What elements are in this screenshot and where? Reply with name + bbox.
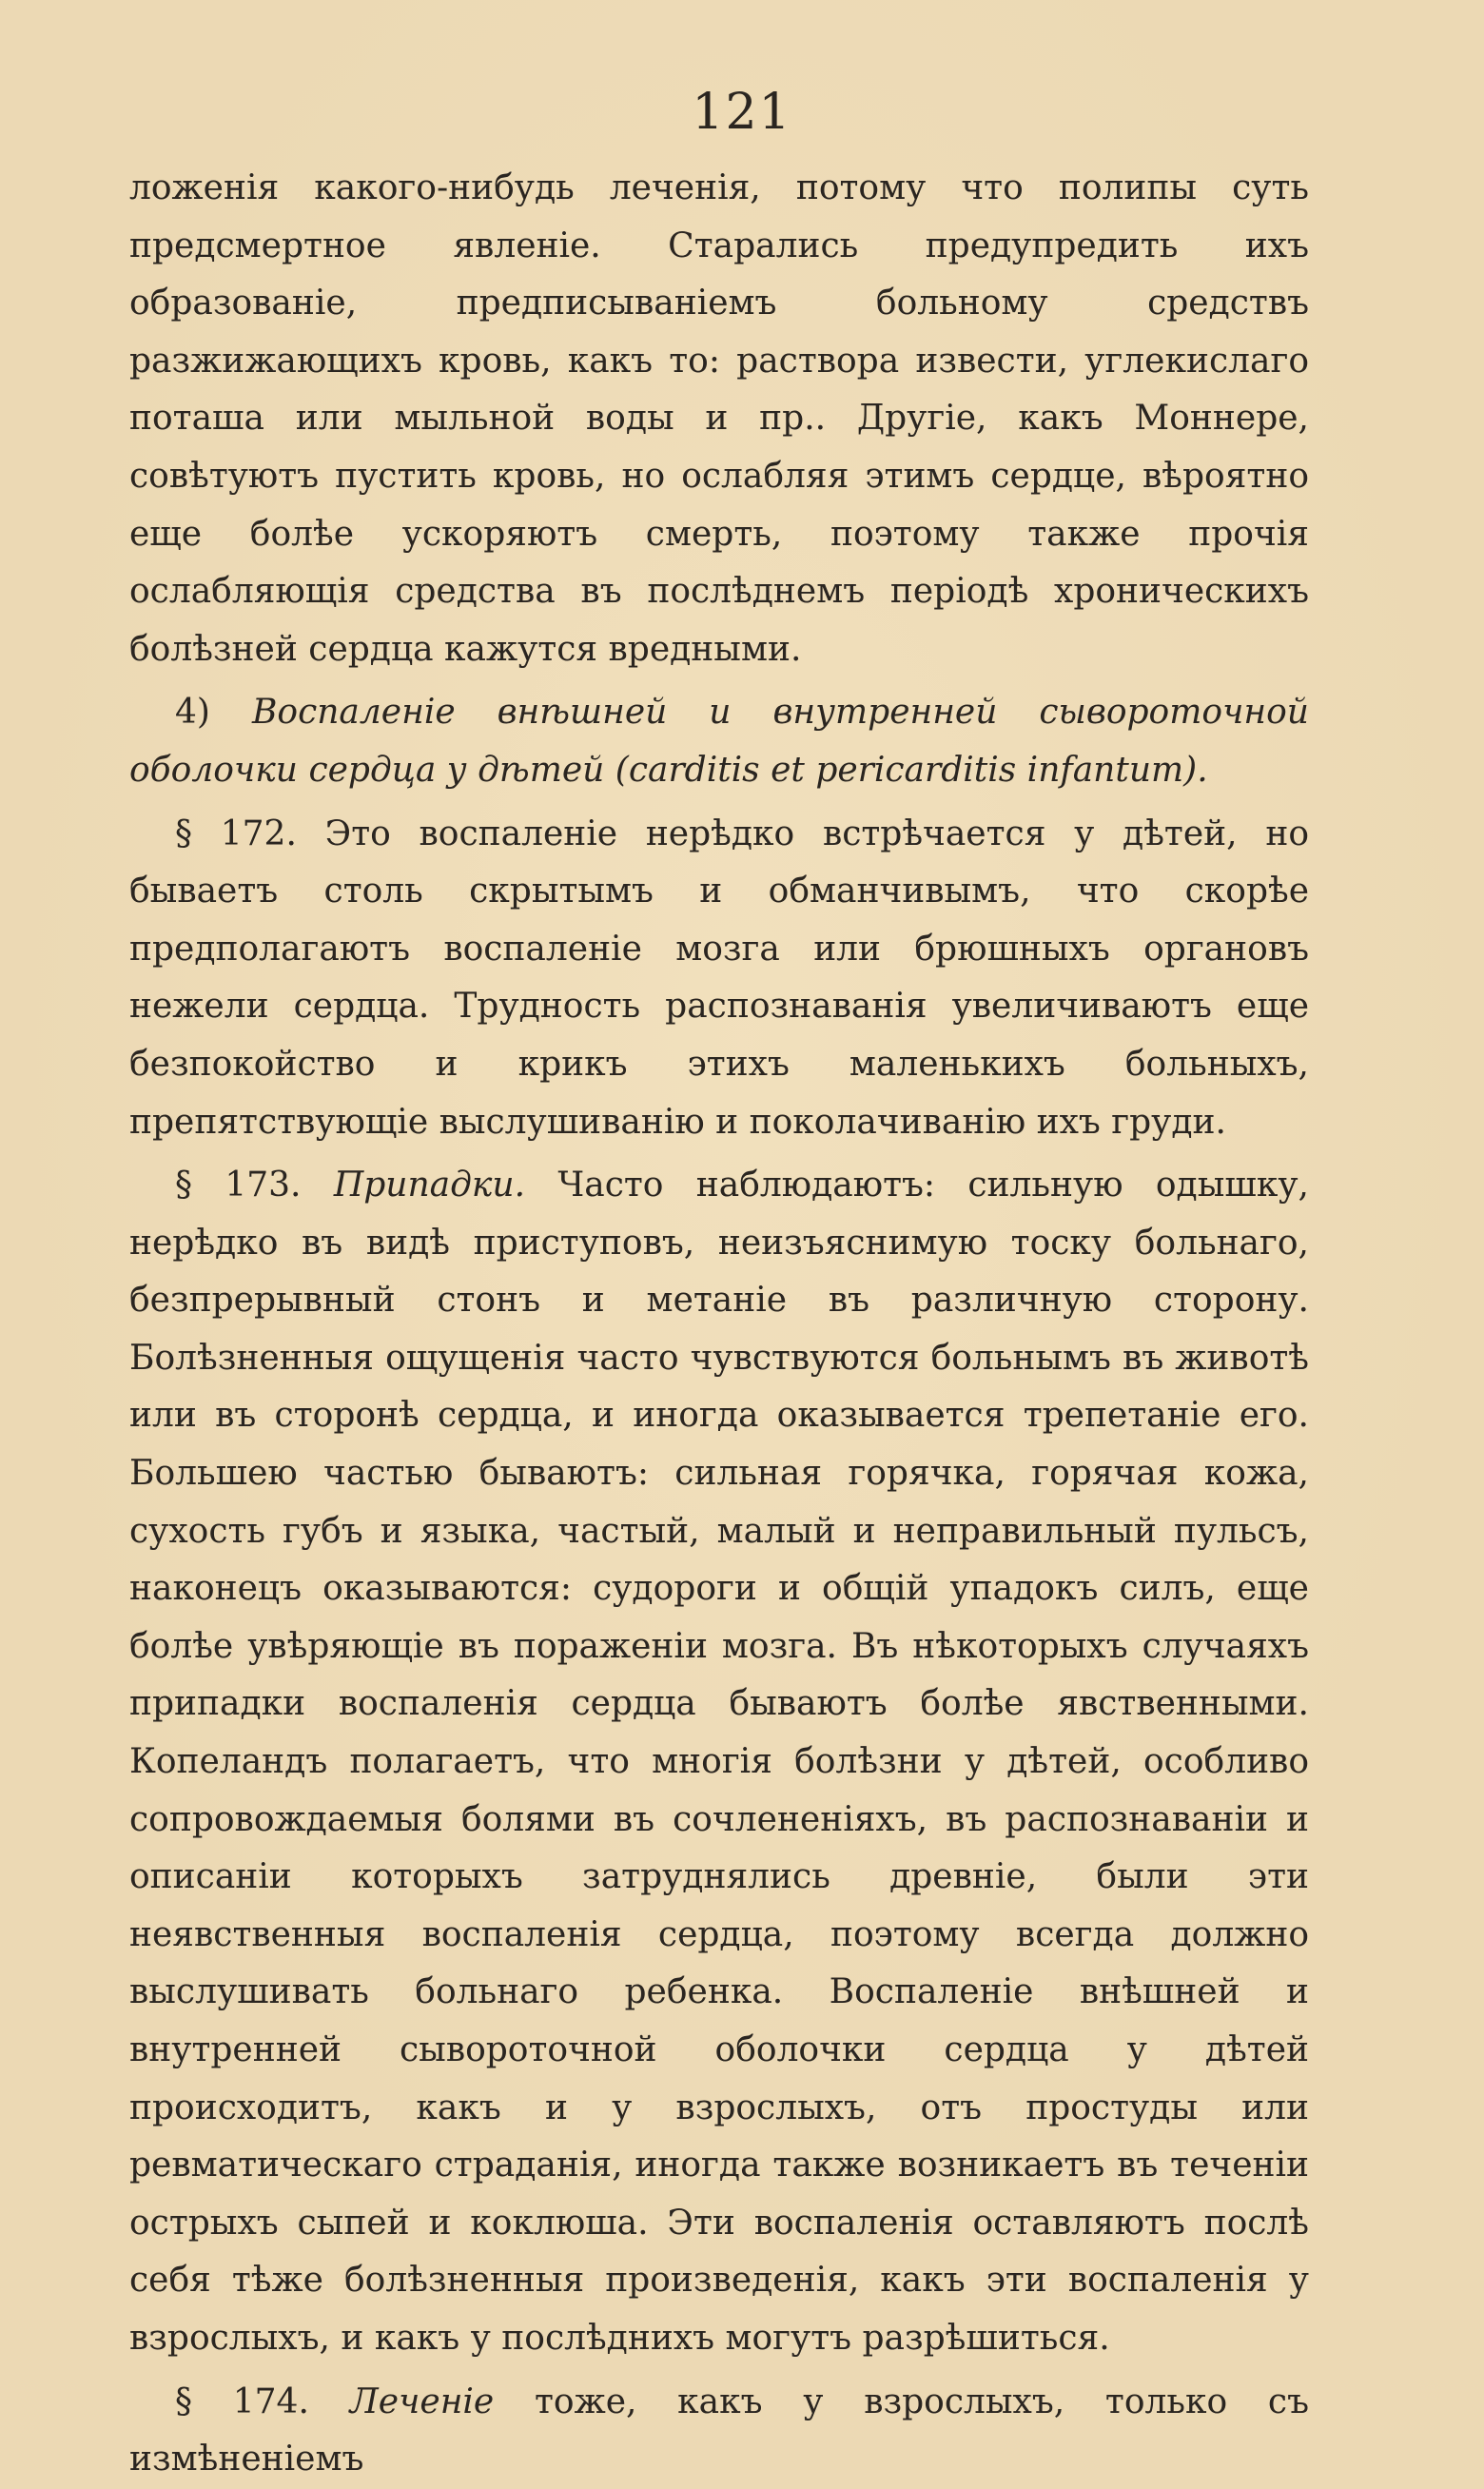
section-title-173: Припадки. [333, 1166, 526, 1205]
paragraph-173 [129, 1157, 1309, 2367]
section-title-174: Леченіе [349, 2381, 495, 2421]
section-number-173: § 173. [175, 1166, 302, 1205]
section-text-173: Часто наблюдаютъ: сильную одышку, нерѣдко въ видѣ приступовъ, неизъяснимую тоску больнаго, безпрерывный стонъ и метаніе въ различную сторону. Болѣзненныя ощущенія часто чувствуются больнымъ въ животѣ или въ сторонѣ сердца, и иногда оказывается трепетаніе его. Большею частью бываютъ: сильная горячка, горячая кожа, сухость губъ и языка, частый, малый и неправильный пульсъ, наконецъ оказываются: судороги и общій упадокъ силъ, еще болѣе увѣряющіе въ пораженіи мозга. Въ нѣкоторыхъ случаяхъ припадки воспаленія сердца бываютъ болѣе явственными. Копеландъ полагаетъ, что многія болѣзни у дѣтей, особливо сопровождаемыя болями въ сочлененіяхъ, въ распознаваніи и описаніи которыхъ затруднялись древніе, были эти неявственныя воспаленія сердца, поэтому всегда должно выслушивать больнаго ребенка. Воспаленіе внѣшней и внутренней сывороточной оболочки сердца у дѣтей происходитъ, какъ и у взрослыхъ, отъ простуды или ревматическаго страданія, иногда также возникаетъ въ теченіи острыхъ сыпей и коклюша. Эти воспаленія оставляютъ послѣ себя тѣже болѣзненныя произведенія, какъ эти воспаленія у взрослыхъ, и какъ у послѣднихъ могутъ разрѣшиться. [129, 1166, 1309, 2358]
section-heading [129, 684, 1309, 799]
paragraph-172 [129, 806, 1309, 1152]
paragraph-continuation: ложенія какого-нибудь леченія, потому что полипы суть предсмертное явленіе. Старались предупредить ихъ образованіе, предписываніемъ больному средствъ разжижающихъ кровь, какъ то: раствора извести, углекислаго поташа или мыльной воды и пр.. Другіе, какъ Моннере, совѣтуютъ пустить кровь, но ослабляя этимъ сердце, вѣроятно еще болѣе ускоряютъ смерть, поэтому также прочія ослабляющія средства въ послѣднемъ періодѣ хроническихъ болѣзней сердца кажутся вредными. [129, 168, 1309, 669]
body-text [129, 160, 1309, 2489]
heading-text: Воспаленіе внѣшней и внутренней сывороточной оболочки сердца у дѣтей (carditis et pericarditis infantum). [129, 693, 1309, 790]
section-number-172: § 172. [175, 813, 297, 853]
heading-number: 4) [175, 693, 210, 733]
paragraph-174 [129, 2374, 1309, 2489]
section-text-174: тоже, какъ у взрослыхъ, только съ измѣненіемъ [129, 2381, 1309, 2479]
section-text-172: Это воспаленіе нерѣдко встрѣчается у дѣтей, но бываетъ столь скрытымъ и обманчивымъ, что скорѣе предполагаютъ воспаленіе мозга или брюшныхъ органовъ нежели сердца. Трудность распознаванія увеличиваютъ еще безпокойство и крикъ этихъ маленькихъ больныхъ, препятствующіе выслушиванію и поколачиванію ихъ груди. [129, 813, 1309, 1142]
section-number-174: § 174. [175, 2381, 309, 2421]
page-number: 121 [692, 84, 792, 141]
